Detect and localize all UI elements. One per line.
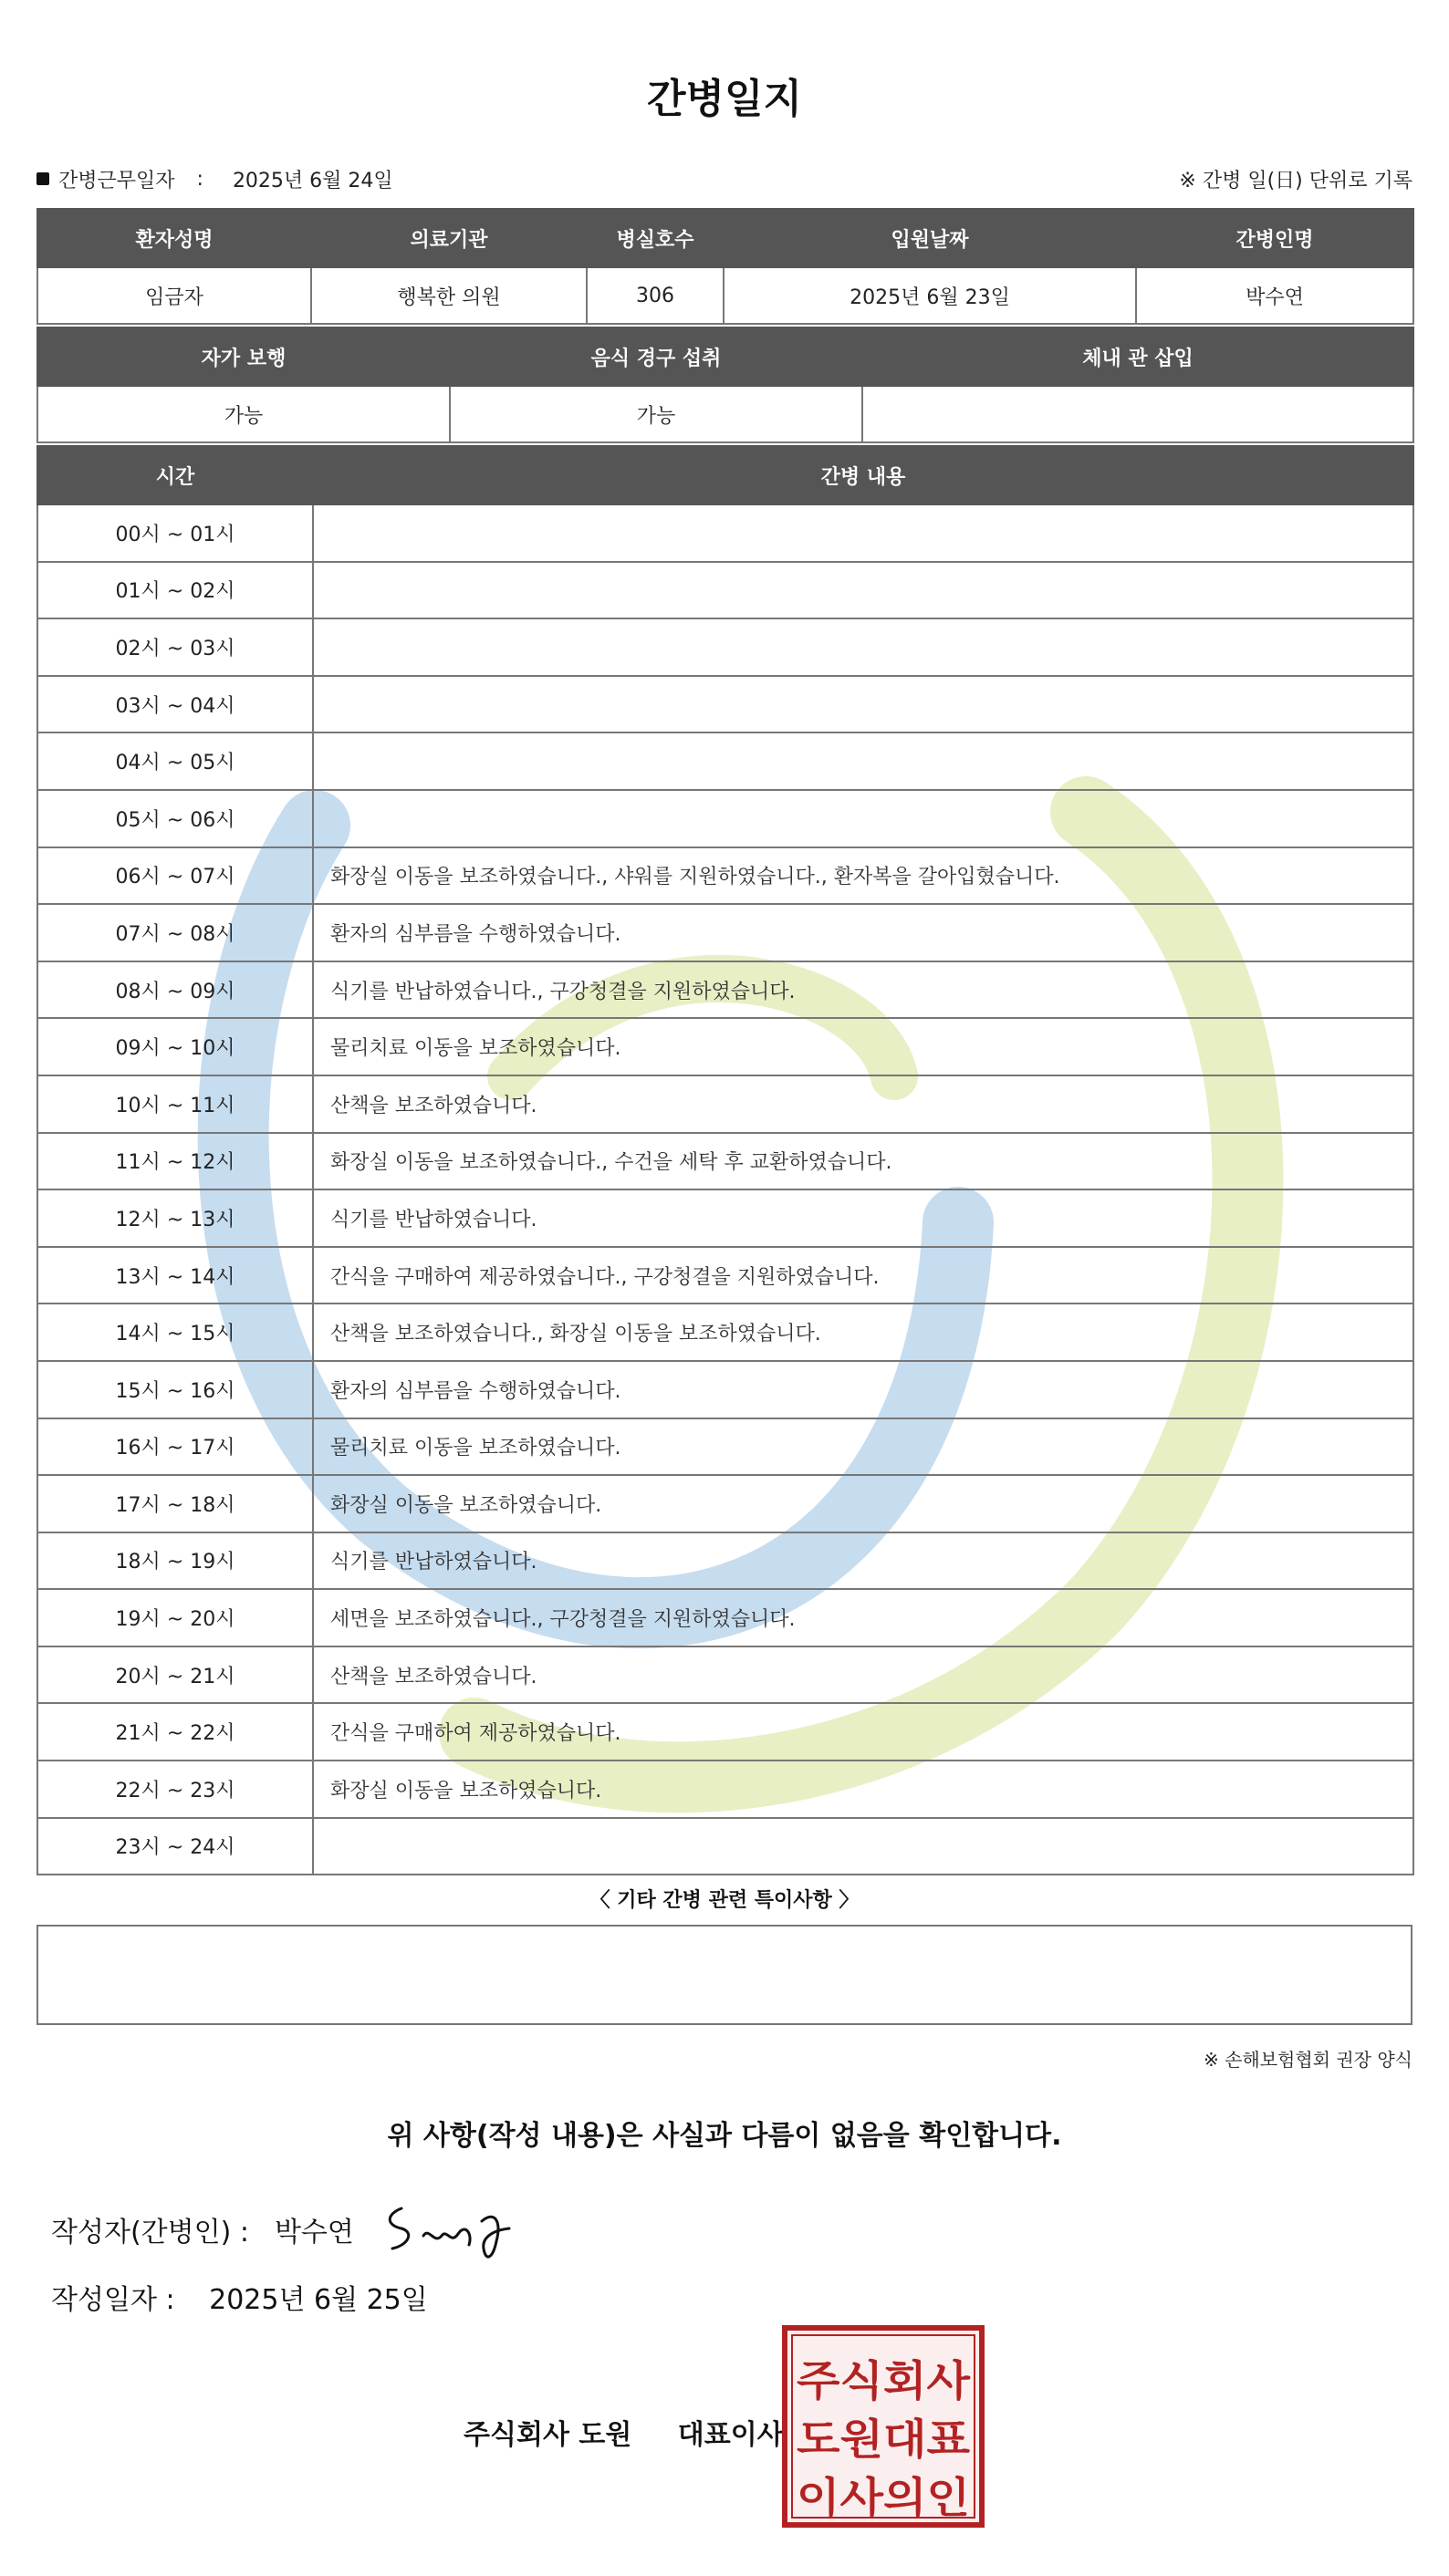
time-slot: 17시 ~ 18시 (37, 1475, 313, 1532)
table-row (37, 1589, 1413, 1646)
work-date (36, 165, 393, 193)
company-line (464, 2412, 784, 2452)
care-content: 화장실 이동을 보조하였습니다., 샤워를 지원하였습니다., 환자복을 갈아입혔습니다. (313, 847, 1413, 905)
care-content (313, 618, 1413, 676)
writer-line (51, 2209, 354, 2249)
company-seal-stamp (781, 2324, 985, 2529)
writer-label: 작성자(간병인) : (51, 2217, 249, 2249)
header-care-content: 간병 내용 (313, 446, 1413, 504)
header-hospital: 의료기관 (311, 209, 587, 267)
table-row (37, 562, 1413, 619)
handwritten-signature (381, 2194, 527, 2267)
time-slot: 03시 ~ 04시 (37, 676, 313, 733)
table-row (37, 1361, 1413, 1418)
time-slot: 14시 ~ 15시 (37, 1304, 313, 1361)
care-content (313, 676, 1413, 733)
write-date-label: 작성일자 : (51, 2284, 175, 2316)
care-content: 식기를 반납하였습니다. (313, 1189, 1413, 1247)
page-title: 간병일지 (646, 76, 802, 122)
table-row (37, 1761, 1413, 1818)
caregiver-name: 박수연 (1136, 267, 1413, 324)
patient-status-table (36, 327, 1414, 443)
writer-name: 박수연 (274, 2217, 354, 2249)
care-content: 간식을 구매하여 제공하였습니다., 구강청결을 지원하였습니다. (313, 1247, 1413, 1304)
care-content (313, 732, 1413, 790)
time-slot: 06시 ~ 07시 (37, 847, 313, 905)
time-slot: 08시 ~ 09시 (37, 961, 313, 1019)
time-slot: 18시 ~ 19시 (37, 1532, 313, 1590)
table-row (37, 790, 1413, 847)
special-notes-box (36, 1925, 1413, 2025)
header-walking: 자가 보행 (37, 327, 450, 386)
walking-value: 가능 (37, 386, 450, 442)
table-row (37, 1133, 1413, 1190)
company-name: 주식회사 도원 (464, 2419, 632, 2451)
special-notes-title: 〈 기타 간병 관련 특이사항 〉 (589, 1889, 860, 1912)
care-content: 산책을 보조하였습니다. (313, 1646, 1413, 1704)
header-admission-date: 입원날짜 (724, 209, 1136, 267)
time-slot: 12시 ~ 13시 (37, 1189, 313, 1247)
work-date-label: 간병근무일자 (58, 169, 175, 192)
time-slot: 02시 ~ 03시 (37, 618, 313, 676)
care-content: 환자의 심부름을 수행하였습니다. (313, 1361, 1413, 1418)
representative-title: 대표이사 (677, 2419, 784, 2451)
table-row (37, 961, 1413, 1019)
table-row (37, 1646, 1413, 1704)
care-content (313, 790, 1413, 847)
care-content: 산책을 보조하였습니다. (313, 1075, 1413, 1133)
care-content: 산책을 보조하였습니다., 화장실 이동을 보조하였습니다. (313, 1304, 1413, 1361)
table-row (37, 1475, 1413, 1532)
table-row (37, 504, 1413, 562)
table-row (37, 618, 1413, 676)
work-date-value: 2025년 6월 24일 (232, 169, 393, 192)
table-row (37, 732, 1413, 790)
patient-info-table (36, 208, 1414, 325)
table-row (37, 1532, 1413, 1590)
care-content: 화장실 이동을 보조하였습니다. (313, 1475, 1413, 1532)
svg-text:주식회사: 주식회사 (797, 2356, 971, 2405)
table-row (37, 1018, 1413, 1075)
time-slot: 21시 ~ 22시 (37, 1703, 313, 1761)
table-row (37, 1418, 1413, 1476)
work-date-separator: : (196, 167, 203, 191)
care-log-table (36, 445, 1414, 1875)
table-row (37, 1075, 1413, 1133)
time-slot: 20시 ~ 21시 (37, 1646, 313, 1704)
hospital-name: 행복한 의원 (311, 267, 587, 324)
header-patient-name: 환자성명 (37, 209, 311, 267)
table-row (37, 847, 1413, 905)
time-slot: 23시 ~ 24시 (37, 1818, 313, 1875)
meta-row (36, 162, 1413, 195)
time-slot: 09시 ~ 10시 (37, 1018, 313, 1075)
care-content: 화장실 이동을 보조하였습니다. (313, 1761, 1413, 1818)
unit-note: ※ 간병 일(日) 단위로 기록 (1179, 169, 1413, 192)
table-row (37, 1703, 1413, 1761)
time-slot: 15시 ~ 16시 (37, 1361, 313, 1418)
header-oral-intake: 음식 경구 섭취 (450, 327, 862, 386)
time-slot: 07시 ~ 08시 (37, 904, 313, 961)
care-content: 식기를 반납하였습니다., 구강청결을 지원하였습니다. (313, 961, 1413, 1019)
care-content (313, 504, 1413, 562)
table-row (37, 904, 1413, 961)
care-content: 식기를 반납하였습니다. (313, 1532, 1413, 1590)
room-number: 306 (587, 267, 724, 324)
patient-name: 임금자 (37, 267, 311, 324)
svg-text:이사의인: 이사의인 (797, 2473, 970, 2522)
time-slot: 00시 ~ 01시 (37, 504, 313, 562)
write-date-line (51, 2277, 428, 2317)
table-row (37, 676, 1413, 733)
header-tube-insertion: 체내 관 삽입 (862, 327, 1413, 386)
time-slot: 16시 ~ 17시 (37, 1418, 313, 1476)
tube-insertion-value (862, 386, 1413, 442)
care-content: 세면을 보조하였습니다., 구강청결을 지원하였습니다. (313, 1589, 1413, 1646)
care-content: 물리치료 이동을 보조하였습니다. (313, 1018, 1413, 1075)
care-content: 물리치료 이동을 보조하였습니다. (313, 1418, 1413, 1476)
table-row (37, 1189, 1413, 1247)
care-content: 간식을 구매하여 제공하였습니다. (313, 1703, 1413, 1761)
care-content: 환자의 심부름을 수행하였습니다. (313, 904, 1413, 961)
care-content (313, 1818, 1413, 1875)
header-time: 시간 (37, 446, 313, 504)
care-content: 화장실 이동을 보조하였습니다., 수건을 세탁 후 교환하였습니다. (313, 1133, 1413, 1190)
time-slot: 10시 ~ 11시 (37, 1075, 313, 1133)
oral-intake-value: 가능 (450, 386, 862, 442)
header-room-number: 병실호수 (587, 209, 724, 267)
time-slot: 04시 ~ 05시 (37, 732, 313, 790)
table-row (37, 1818, 1413, 1875)
time-slot: 05시 ~ 06시 (37, 790, 313, 847)
time-slot: 19시 ~ 20시 (37, 1589, 313, 1646)
svg-text:도원대표: 도원대표 (797, 2415, 971, 2464)
time-slot: 22시 ~ 23시 (37, 1761, 313, 1818)
confirmation-statement: 위 사항(작성 내용)은 사실과 다름이 없음을 확인합니다. (387, 2120, 1062, 2152)
admission-date: 2025년 6월 23일 (724, 267, 1136, 324)
table-row (37, 1304, 1413, 1361)
recommend-note: ※ 손해보험협회 권장 양식 (1203, 2049, 1413, 2071)
time-slot: 11시 ~ 12시 (37, 1133, 313, 1190)
time-slot: 01시 ~ 02시 (37, 562, 313, 619)
square-bullet-icon (36, 172, 49, 185)
care-content (313, 562, 1413, 619)
header-caregiver-name: 간병인명 (1136, 209, 1413, 267)
write-date-value: 2025년 6월 25일 (209, 2284, 428, 2316)
time-slot: 13시 ~ 14시 (37, 1247, 313, 1304)
table-row (37, 1247, 1413, 1304)
